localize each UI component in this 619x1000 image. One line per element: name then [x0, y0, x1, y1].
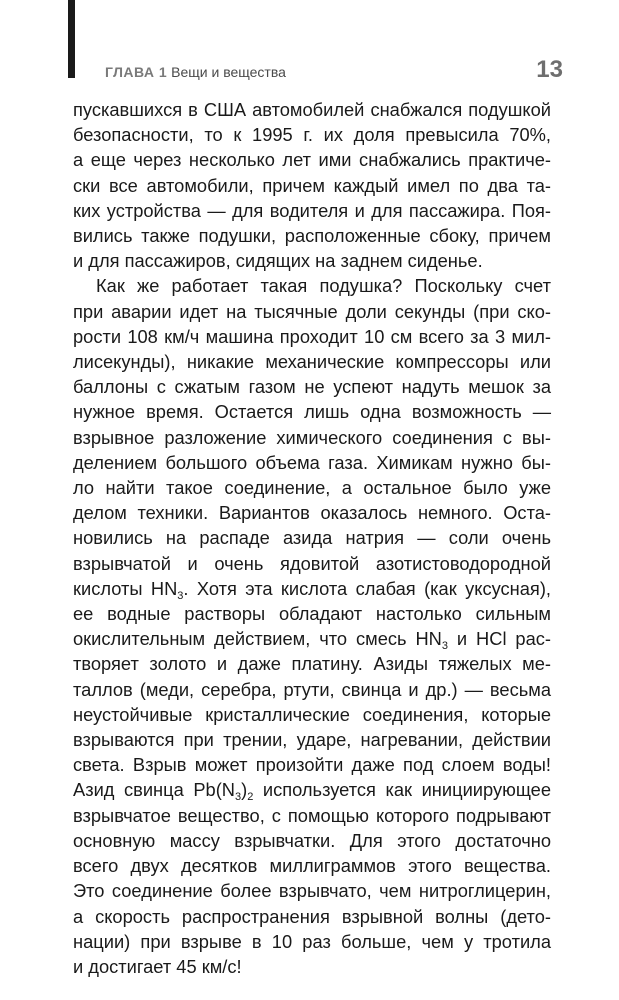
- text-line: а еще через несколько лет ими снабжались практиче-: [73, 149, 551, 171]
- text-line: Как же работает такая подушка? Поскольку счет: [96, 275, 551, 297]
- text-line: ски все автомобили, причем каждый имел по два та-: [73, 174, 551, 196]
- subscript: 3: [177, 589, 184, 602]
- text-line: новились на распаде азида натрия — соли очень: [73, 527, 551, 549]
- text-run: окислительным действием, что смесь HN: [73, 628, 442, 650]
- text-line: лисекунды), никакие механические компрессоры или: [73, 351, 551, 373]
- text-line: взрывное разложение химического соединения с вы-: [73, 426, 551, 448]
- text-line: и достигает 45 км/с!: [73, 955, 242, 977]
- text-line: делом техники. Вариантов оказалось немного. Оста-: [73, 502, 551, 524]
- text-run: и HCl рас-: [448, 628, 551, 650]
- text-line: безопасности, то к 1995 г. их доля превысила 70%,: [73, 124, 551, 146]
- text-line: рости 108 км/ч машина проходит 10 см всего за 3 мил-: [73, 325, 551, 347]
- text-line: ее водные растворы обладают настолько сильным: [73, 603, 551, 625]
- text-line: творяет золото и даже платину. Азиды тяжелых ме-: [73, 653, 551, 675]
- running-head: [105, 63, 286, 81]
- text-line-pb: [73, 777, 551, 802]
- subscript: 2: [247, 791, 254, 804]
- text-line: ло найти такое соединение, а остальное было уже: [73, 477, 551, 499]
- text-line: света. Взрыв может произойти даже под слоем воды!: [73, 754, 551, 776]
- text-line: Это соединение более взрывчато, чем нитроглицерин,: [73, 880, 551, 902]
- text-line: вились также подушки, расположенные сбоку, причем: [73, 225, 551, 247]
- text-line-mix: [73, 626, 551, 651]
- subscript: 3: [441, 640, 449, 653]
- text-line: основную массу взрывчатки. Для этого достаточно: [73, 829, 551, 851]
- text-run: используется как инициирующее: [253, 779, 551, 801]
- text-run: ): [241, 779, 248, 801]
- text-line: баллоны с сжатым газом не успеют надуть мешок за: [73, 376, 551, 398]
- text-line: при аварии идет на тысячные доли секунды (при ско-: [73, 300, 551, 322]
- paragraph-2: [73, 273, 551, 979]
- text-line: взрываются при трении, ударе, нагревании, действии: [73, 729, 551, 751]
- text-line: и для пассажиров, сидящих на заднем сиденье.: [73, 250, 483, 272]
- text-line: пускавшихся в США автомобилей снабжался подушкой: [73, 99, 551, 120]
- text-line: нации) при взрыве в 10 раз больше, чем у тротила: [73, 930, 551, 952]
- text-line: взрывчатой и очень ядовитой азотистоводородной: [73, 552, 551, 574]
- text-line: таллов (меди, серебра, ртути, свинца и др.) — весьма: [73, 678, 551, 700]
- paragraph-1: [73, 97, 551, 273]
- text-line: делением большого объема газа. Химикам нужно бы-: [73, 451, 551, 473]
- text-line: а скорость распространения взрывной волны (дето-: [73, 905, 551, 927]
- text-run: кислоты HN: [73, 577, 178, 599]
- text-line: нужное время. Остается лишь одна возможность —: [73, 401, 551, 423]
- chapter-title: Вещи и вещества: [171, 64, 286, 80]
- text-line: ких устройства — для водителя и для пассажира. Поя-: [73, 199, 551, 221]
- text-run: . Хотя эта кислота слабая (как уксусная),: [183, 577, 551, 599]
- margin-rule: [68, 0, 75, 78]
- text-line: всего двух десятков миллиграммов этого вещества.: [73, 855, 551, 877]
- text-line: взрывчатое вещество, с помощью которого подрывают: [73, 804, 551, 826]
- subscript: 3: [234, 791, 242, 804]
- page-number: 13: [536, 56, 563, 83]
- body-text: [73, 97, 551, 979]
- text-line: неустойчивые кристаллические соединения, которые: [73, 703, 551, 725]
- text-line-hn3: [73, 576, 551, 601]
- text-run: Азид свинца Pb(N: [73, 779, 235, 801]
- chapter-label: ГЛАВА 1: [105, 64, 168, 80]
